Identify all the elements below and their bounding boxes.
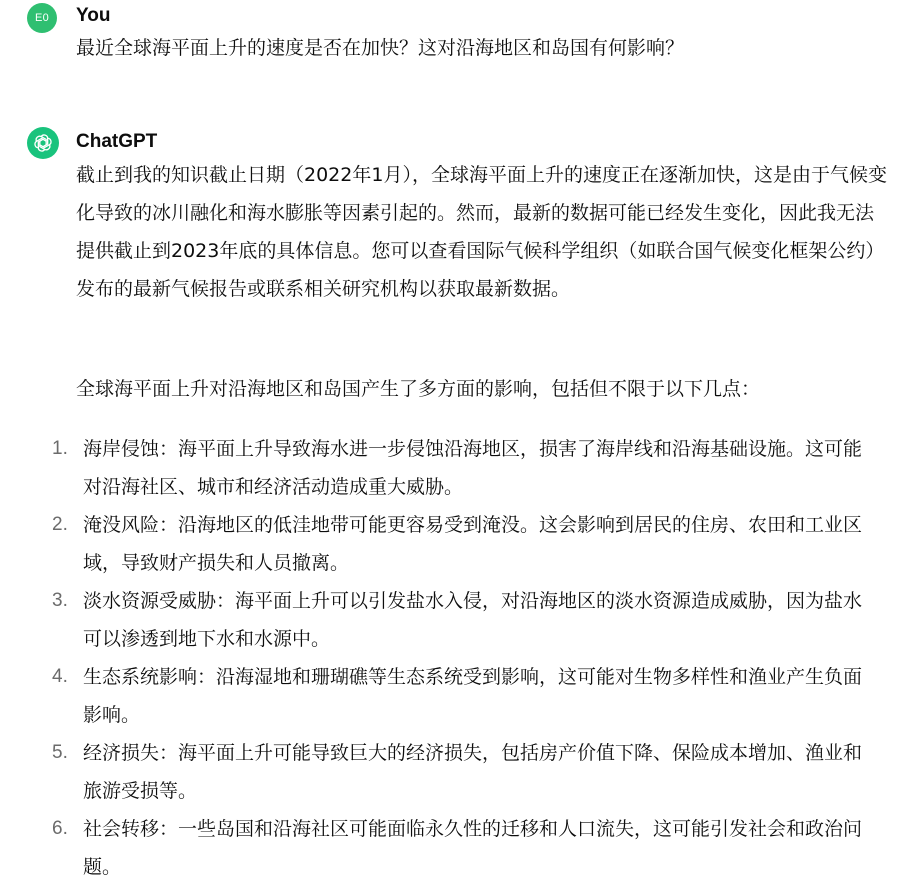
list-item-text: 淹没风险：沿海地区的低洼地带可能更容易受到淹没。这会影响到居民的住房、农田和工业区域，导致财产损失和人员撤离。 — [83, 514, 863, 574]
user-avatar-initials: E0 — [34, 12, 50, 24]
list-item-number: 6. — [52, 818, 68, 839]
list-item-number: 4. — [52, 666, 68, 687]
openai-logo-icon — [27, 127, 59, 159]
list-item-text: 淡水资源受威胁：海平面上升可以引发盐水入侵，对沿海地区的淡水资源造成威胁，因为盐水可以渗透到地下水和水源中。 — [83, 590, 863, 650]
list-item — [48, 430, 878, 506]
list-item — [48, 582, 878, 658]
user-author-name: You — [76, 5, 111, 26]
list-item-text: 生态系统影响：沿海湿地和珊瑚礁等生态系统受到影响，这可能对生物多样性和渔业产生负面影响。 — [83, 666, 863, 726]
openai-logo-svg — [33, 133, 53, 153]
assistant-paragraph-2: 全球海平面上升对沿海地区和岛国产生了多方面的影响，包括但不限于以下几点： — [76, 378, 761, 400]
assistant-paragraph-1: 截止到我的知识截止日期（2022年1月），全球海平面上升的速度正在逐渐加快，这是由于气候变化导致的冰川融化和海水膨胀等因素引起的。然而，最新的数据可能已经发生变化，因此我无法提供截止到2023年底的具体信息。您可以查看国际气候科学组织（如联合国气候变化框架公约）发布的最新气候报告或联系相关研究机构以获取最新数据。 — [76, 164, 887, 300]
list-item — [48, 810, 878, 886]
user-message-text: 最近全球海平面上升的速度是否在加快？这对沿海地区和岛国有何影响？ — [76, 37, 685, 59]
list-item — [48, 658, 878, 734]
list-item-number: 5. — [52, 742, 68, 763]
impact-list — [48, 430, 878, 886]
list-item-number: 2. — [52, 514, 68, 535]
list-item — [48, 506, 878, 582]
list-item-text: 经济损失：海平面上升可能导致巨大的经济损失，包括房产价值下降、保险成本增加、渔业和旅游受损等。 — [83, 742, 863, 802]
list-item-number: 3. — [52, 590, 68, 611]
assistant-author-name: ChatGPT — [76, 131, 158, 152]
list-item-text: 海岸侵蚀：海平面上升导致海水进一步侵蚀沿海地区，损害了海岸线和沿海基础设施。这可能对沿海社区、城市和经济活动造成重大威胁。 — [83, 438, 863, 498]
list-item-text: 社会转移：一些岛国和沿海社区可能面临永久性的迁移和人口流失，这可能引发社会和政治问题。 — [83, 818, 863, 878]
list-item — [48, 734, 878, 810]
user-avatar — [27, 3, 57, 33]
list-item-number: 1. — [52, 438, 68, 459]
